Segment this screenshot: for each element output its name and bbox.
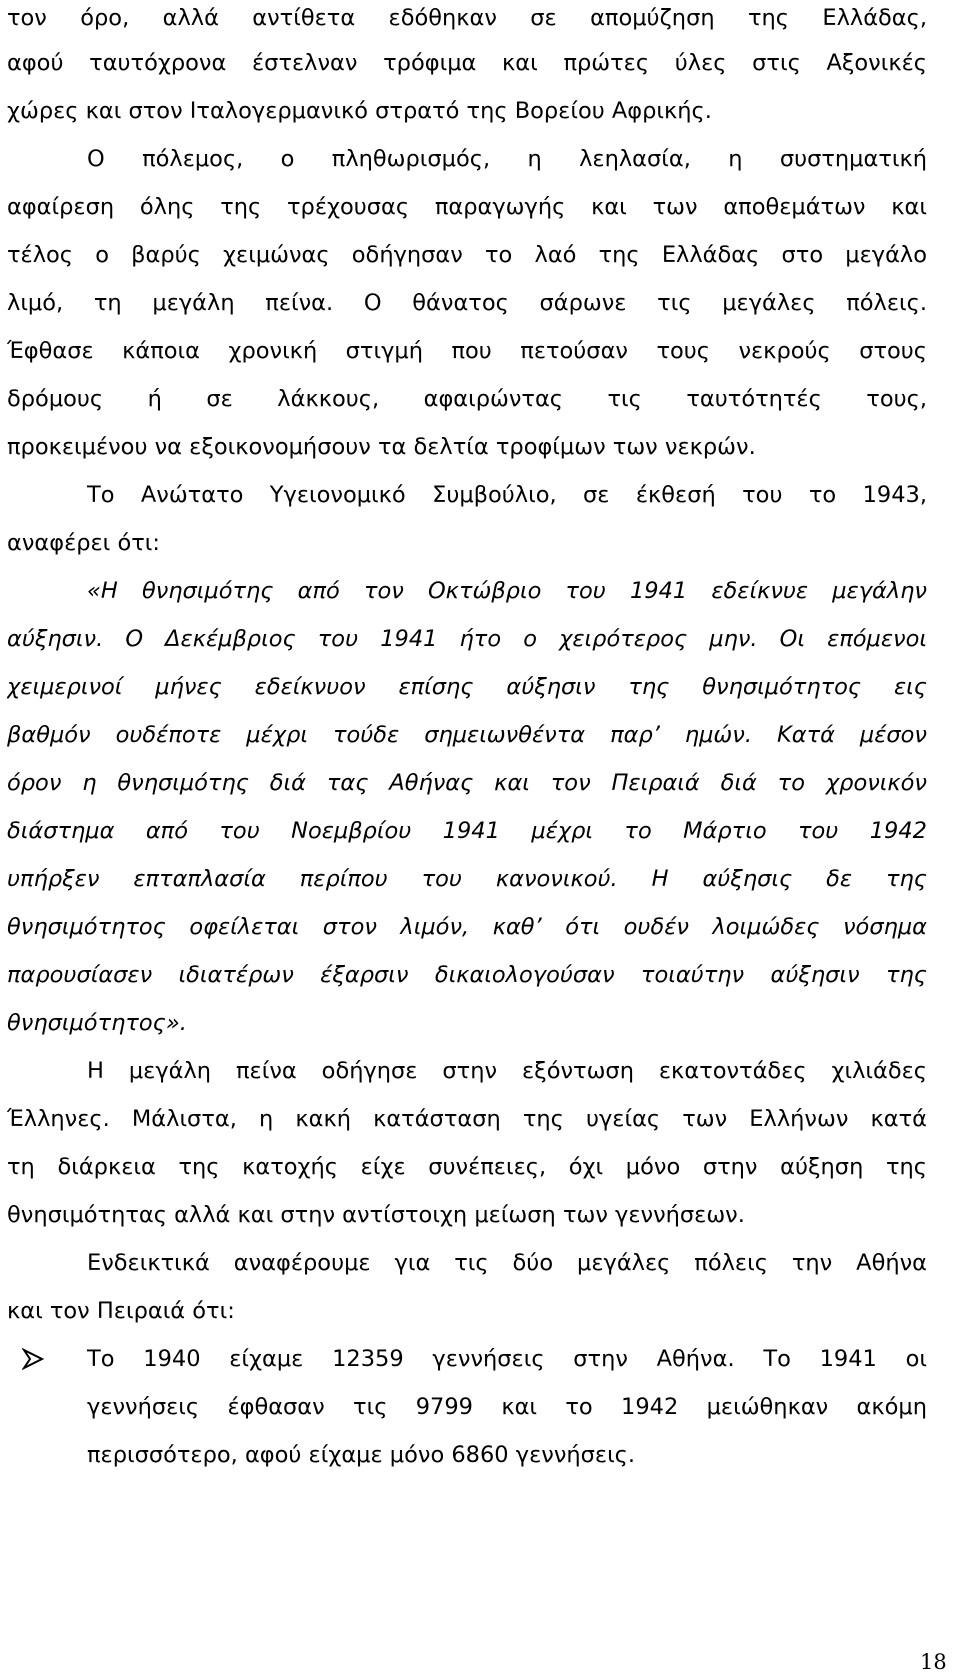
bullet-item-line: περισσότερο, αφού είχαμε μόνο 6860 γεννήσεις.: [87, 1442, 636, 1468]
page-number: 18: [920, 1650, 947, 1674]
text-line: θνησιμότητας αλλά και στην αντίστοιχη μείωση των γεννήσεων.: [7, 1202, 745, 1228]
text-line: Ενδεικτικά αναφέρουμε για τις δύο μεγάλες πόλεις την Αθήνα: [87, 1250, 927, 1276]
text-line: αφού ταυτόχρονα έστελναν τρόφιμα και πρώτες ύλες στις Αξονικές: [7, 50, 927, 76]
quote-line: «Η θνησιμότης από τον Οκτώβριο του 1941 εδείκνυε μεγάλην: [87, 578, 927, 604]
text-line: τον όρο, αλλά αντίθετα εδόθηκαν σε απομύζηση της Ελλάδας,: [7, 5, 927, 31]
quote-line: υπήρξεν επταπλασία περίπου του κανονικού. Η αύξησις δε της: [7, 866, 927, 892]
text-line: Έφθασε κάποια χρονική στιγμή που πετούσαν τους νεκρούς στους: [7, 338, 927, 364]
text-line: τέλος ο βαρύς χειμώνας οδήγησαν το λαό της Ελλάδας στο μεγάλο: [7, 242, 927, 268]
text-line: χώρες και στον Ιταλογερμανικό στρατό της Βορείου Αφρικής.: [7, 98, 712, 124]
text-line: Η μεγάλη πείνα οδήγησε στην εξόντωση εκατοντάδες χιλιάδες: [87, 1058, 927, 1084]
text-line: Το Ανώτατο Υγειονομικό Συμβούλιο, σε έκθεσή του το 1943,: [87, 482, 927, 508]
bullet-item-line: Το 1940 είχαμε 12359 γεννήσεις στην Αθήνα. Το 1941 οι: [87, 1346, 927, 1372]
text-line: Έλληνες. Μάλιστα, η κακή κατάσταση της υγείας των Ελλήνων κατά: [7, 1106, 927, 1132]
quote-line: αύξησιν. Ο Δεκέμβριος του 1941 ήτο ο χειρότερος μην. Οι επόμενοι: [7, 626, 927, 652]
quote-line: θνησιμότητος οφείλεται στον λιμόν, καθ’ ότι ουδέν λοιμώδες νόσημα: [7, 914, 927, 940]
quote-line: παρουσίασεν ιδιατέρων έξαρσιν δικαιολογούσαν τοιαύτην αύξησιν της: [7, 962, 927, 988]
text-line: λιμό, τη μεγάλη πείνα. Ο θάνατος σάρωνε τις μεγάλες πόλεις.: [7, 290, 927, 316]
quote-line: χειμερινοί μήνες εδείκνυον επίσης αύξησιν της θνησιμότητος εις: [7, 674, 927, 700]
text-line: δρόμους ή σε λάκκους, αφαιρώντας τις ταυτότητές τους,: [7, 386, 927, 412]
quote-line: όρον η θνησιμότης διά τας Αθήνας και τον Πειραιά διά το χρονικόν: [7, 770, 927, 796]
bullet-item-line: γεννήσεις έφθασαν τις 9799 και το 1942 μειώθηκαν ακόμη: [87, 1394, 927, 1420]
text-line: Ο πόλεμος, ο πληθωρισμός, η λεηλασία, η συστηματική: [87, 146, 927, 172]
text-line: αφαίρεση όλης της τρέχουσας παραγωγής και των αποθεμάτων και: [7, 194, 927, 220]
quote-line: διάστημα από του Νοεμβρίου 1941 μέχρι το Μάρτιο του 1942: [7, 818, 927, 844]
text-line: τη διάρκεια της κατοχής είχε συνέπειες, όχι μόνο στην αύξηση της: [7, 1154, 927, 1180]
arrowhead-bullet-icon: [22, 1344, 48, 1374]
quote-line: θνησιμότητος».: [7, 1010, 187, 1036]
text-line: αναφέρει ότι:: [7, 530, 160, 556]
text-line: προκειμένου να εξοικονομήσουν τα δελτία τροφίμων των νεκρών.: [7, 434, 756, 460]
text-line: και τον Πειραιά ότι:: [7, 1298, 235, 1324]
quote-line: βαθμόν ουδέποτε μέχρι τούδε σημειωνθέντα παρ’ ημών. Κατά μέσον: [7, 722, 927, 748]
